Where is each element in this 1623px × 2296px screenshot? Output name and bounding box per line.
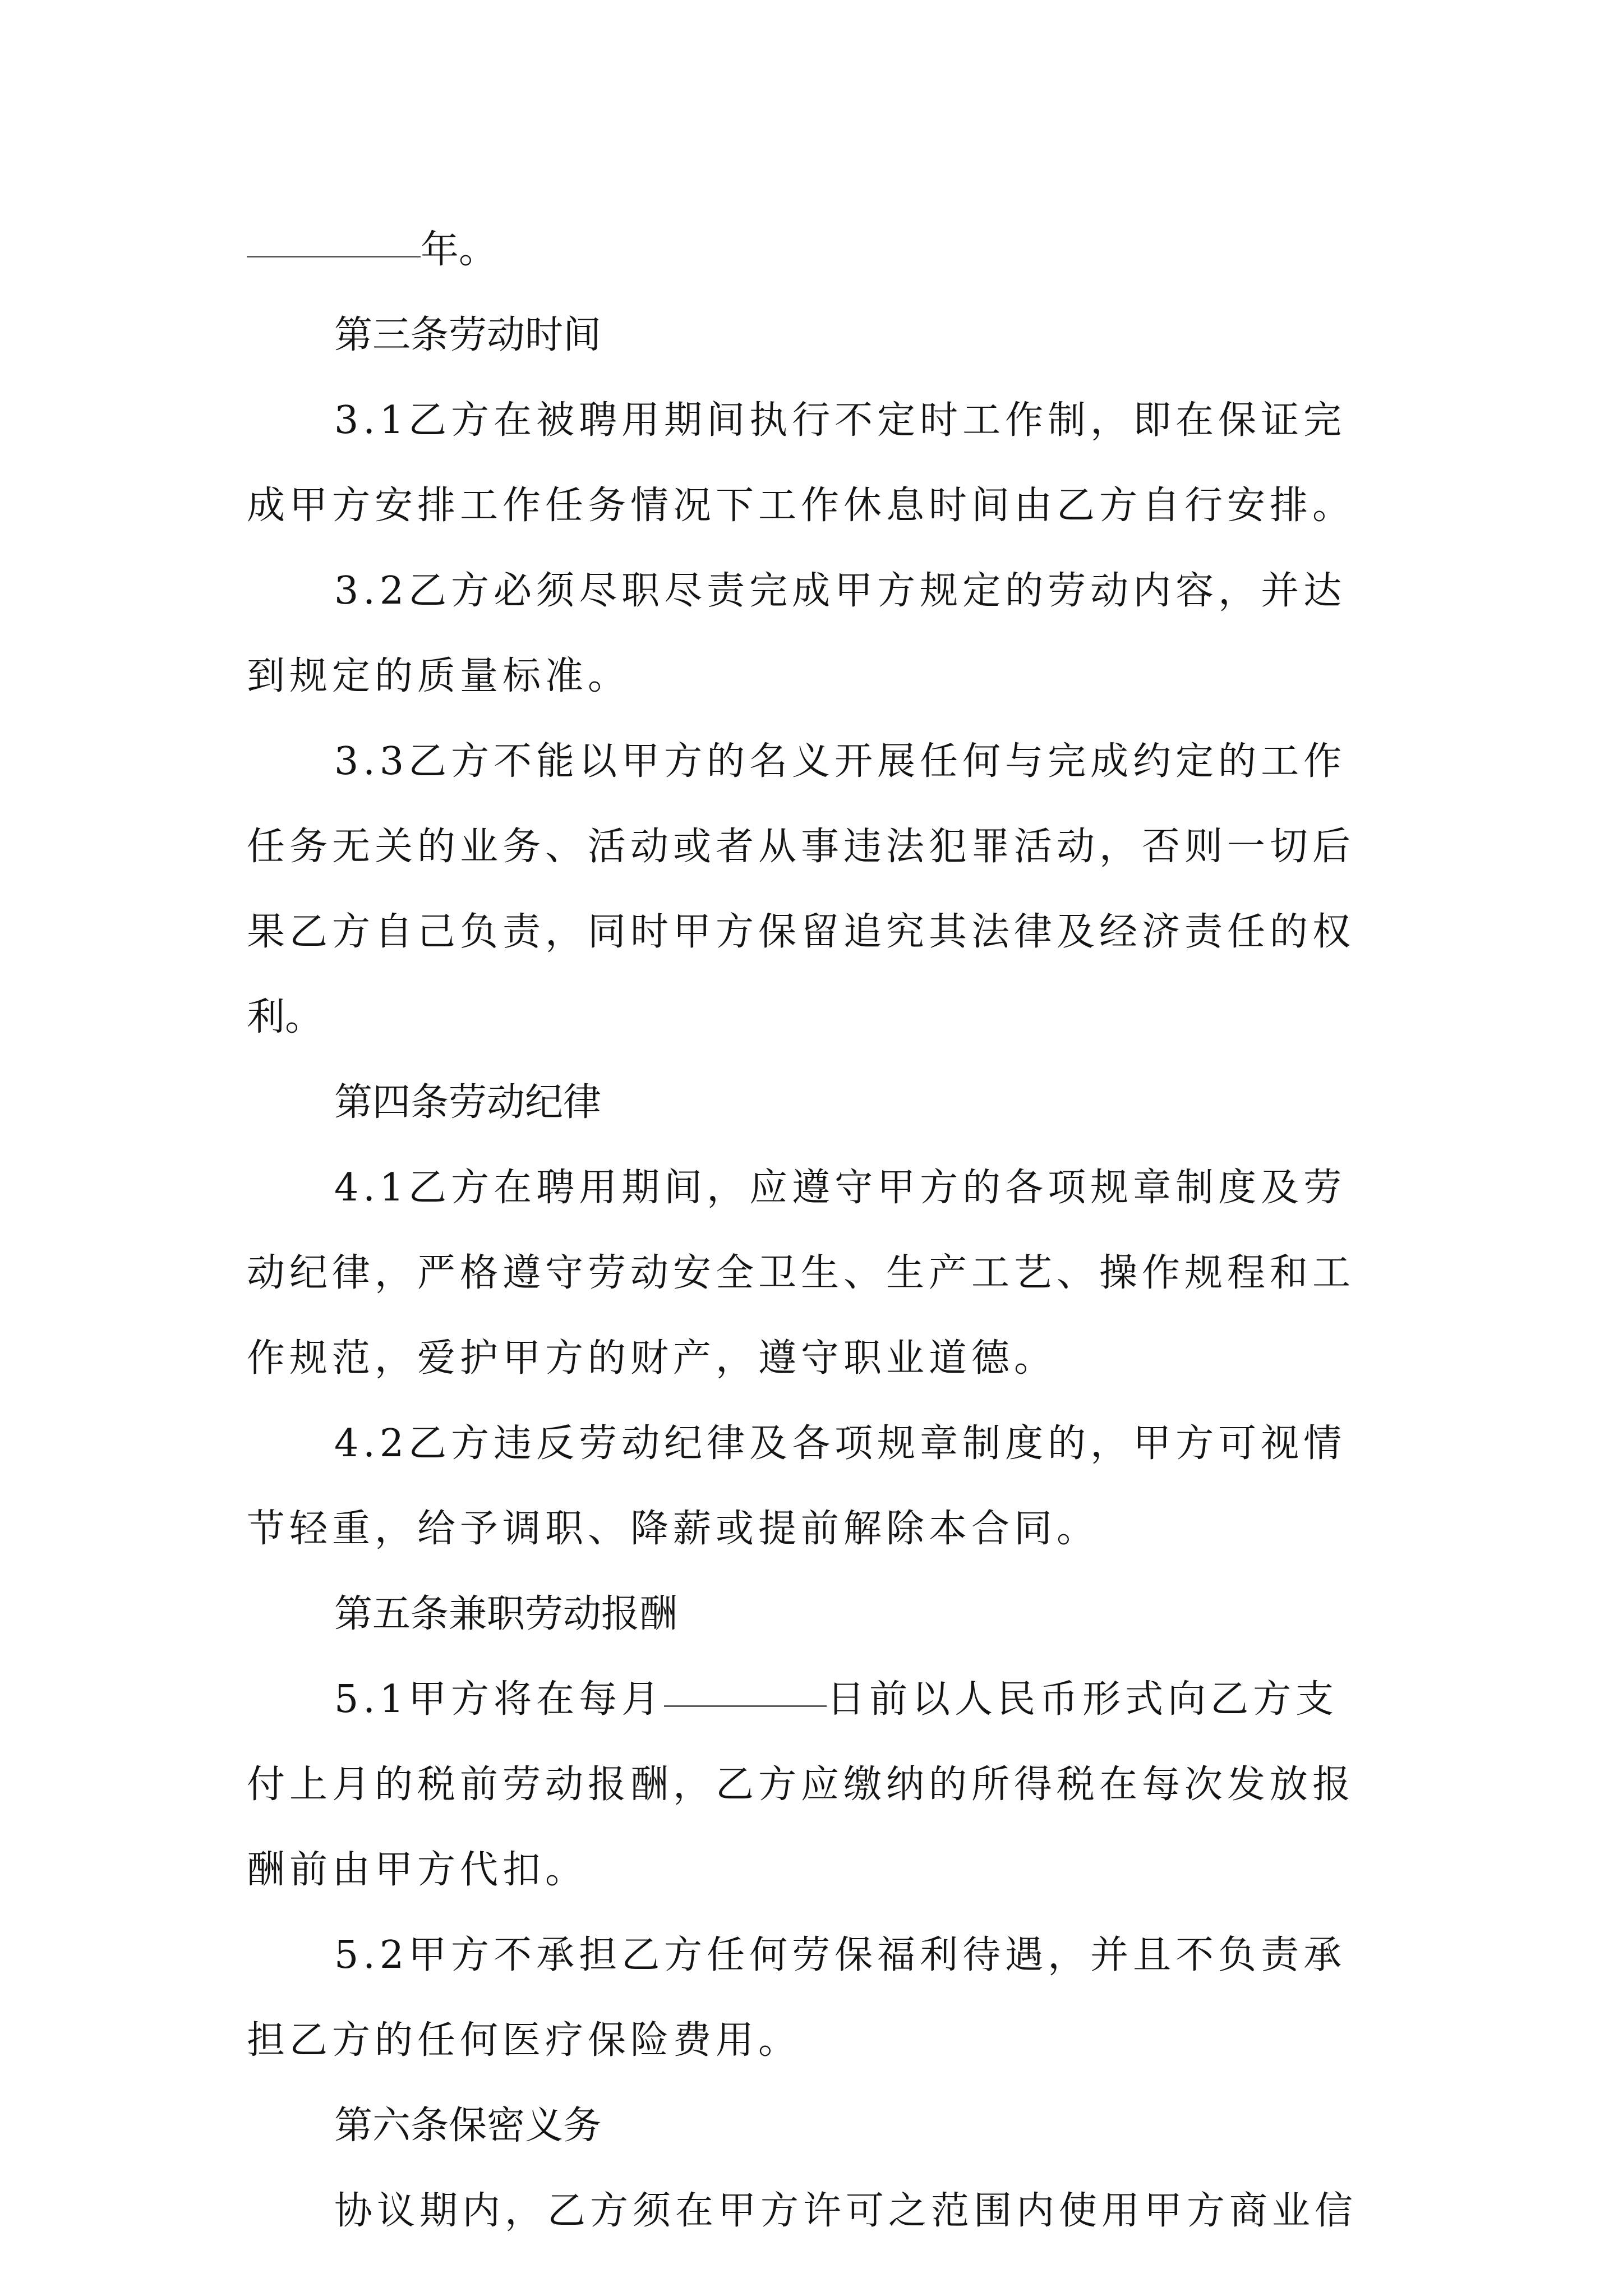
line-text: 酬前由甲方代扣。 (247, 1848, 588, 1892)
line-text: 第三条劳动时间 (334, 313, 602, 357)
text-line (247, 1316, 1391, 1401)
text-line (247, 1913, 1391, 1998)
line-text: 动纪律，严格遵守劳动安全卫生、生产工艺、操作规程和工 (247, 1251, 1355, 1295)
article-heading (247, 2083, 1391, 2169)
text-line (247, 1828, 1391, 1913)
text-line (247, 1231, 1391, 1316)
line-text: 协议期内，乙方须在甲方许可之范围内使用甲方商业信 (334, 2189, 1358, 2233)
line-text: 第六条保密义务 (334, 2104, 602, 2148)
line-text: 3.2乙方必须尽职尽责完成甲方规定的劳动内容，并达 (334, 569, 1347, 613)
line-text: 年。 (421, 228, 497, 272)
text-line (247, 549, 1391, 634)
line-text: 节轻重，给予调职、降薪或提前解除本合同。 (247, 1507, 1100, 1551)
line-text: 4.2乙方违反劳动纪律及各项规章制度的，甲方可视情 (334, 1421, 1347, 1466)
line-text: 3.1乙方在被聘用期间执行不定时工作制，即在保证完 (334, 398, 1347, 443)
line-text: 到规定的质量标准。 (247, 654, 631, 698)
fill-in-blank[interactable] (247, 208, 421, 257)
line-text: 利。 (247, 995, 324, 1039)
text-line (247, 208, 1391, 293)
article-heading (247, 1572, 1391, 1657)
line-text: 成甲方安排工作任务情况下工作休息时间由乙方自行安排。 (247, 484, 1355, 528)
line-text: 第四条劳动纪律 (334, 1080, 602, 1125)
line-text-before-blank: 5.1甲方将在每月 (334, 1677, 665, 1722)
article-heading (247, 1060, 1391, 1145)
text-line (247, 2169, 1391, 2254)
text-line (247, 719, 1391, 804)
text-line (247, 1401, 1391, 1487)
text-line (247, 1487, 1391, 1572)
text-line (247, 1998, 1391, 2083)
line-text-after-blank: 日前以人民币形式向乙方支 (827, 1677, 1339, 1722)
line-text: 4.1乙方在聘用期间，应遵守甲方的各项规章制度及劳 (334, 1166, 1347, 1210)
text-line (247, 463, 1391, 549)
text-line (247, 1657, 1391, 1742)
text-line (247, 634, 1391, 719)
text-line (247, 378, 1391, 463)
fill-in-blank[interactable] (664, 1657, 827, 1707)
line-text: 作规范，爱护甲方的财产，遵守职业道德。 (247, 1336, 1057, 1381)
article-heading (247, 293, 1391, 378)
line-text: 担乙方的任何医疗保险费用。 (247, 2018, 801, 2063)
line-text: 付上月的税前劳动报酬，乙方应缴纳的所得税在每次发放报 (247, 1763, 1355, 1807)
line-text: 3.3乙方不能以甲方的名义开展任何与完成约定的工作 (334, 739, 1347, 784)
text-line (247, 1145, 1391, 1231)
text-line (247, 890, 1391, 975)
text-line (247, 975, 1391, 1060)
document-body (247, 208, 1391, 2254)
line-text: 果乙方自己负责，同时甲方保留追究其法律及经济责任的权 (247, 910, 1355, 954)
line-text: 第五条兼职劳动报酬 (334, 1592, 678, 1636)
line-text: 任务无关的业务、活动或者从事违法犯罪活动，否则一切后 (247, 825, 1355, 869)
text-line (247, 804, 1391, 890)
text-line (247, 1742, 1391, 1828)
line-text: 5.2甲方不承担乙方任何劳保福利待遇，并且不负责承 (334, 1933, 1347, 1977)
